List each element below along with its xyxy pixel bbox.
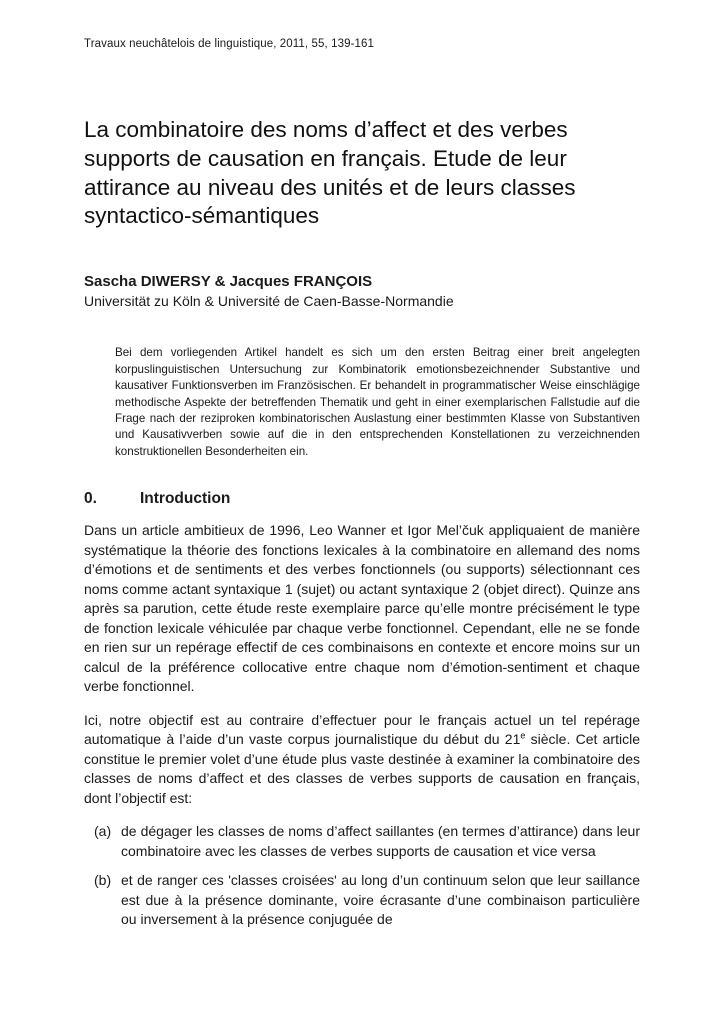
paragraph-2-number: 21 — [504, 731, 521, 748]
paragraph-2-ordinal: e — [520, 730, 526, 741]
journal-header: Travaux neuchâtelois de linguistique, 2011, 55, 139-161 — [84, 38, 375, 50]
authors-line: Sascha DIWERSY & Jacques FRANÇOIS — [84, 273, 373, 291]
abstract-text: Bei dem vorliegenden Artikel handelt es sich um den ersten Beitrag einer breit angelegten korpuslinguistischen Untersuchung zur Kombinatorik emotionsbezeichnender Substantive und kausativer Funktionsverben im Französischen. Er behandelt in programmatischer Weise einschlägige methodische Aspekte der betreffenden Thematik und geht in einer exemplarischen Fallstudie auf die Frage nach der reziproken kombinatorischen Auslastung einer bestimmten Klasse von Substantiven und Kausativverben sowie auf die in den entsprechenden Konstellationen zu verzeichnenden konstruktionellen Besonderheiten ein. — [115, 346, 640, 458]
list-item-b-label: (b) — [94, 872, 112, 889]
paragraph-2-post: siècle. Cet article constitue le premier volet d’une étude plus vaste destinée à examiner la combinatoire des classes de noms d’affect et des classes de verbes supports de causation en français, dont l’objectif est: — [84, 731, 640, 806]
list-item-a-label: (a) — [94, 823, 112, 840]
section-heading — [84, 490, 640, 508]
list-item-b-text: et de ranger ces 'classes croisées' au long d’un continuum selon que leur saillance est due à la présence dominante, voire écrasante d’une combinaison particulière ou inversement à la présence conjuguée de — [121, 872, 640, 928]
list-item-b — [84, 871, 640, 930]
affiliation-line: Universität zu Köln & Université de Caen-Basse-Normandie — [84, 293, 454, 310]
paragraph-introduction-2 — [84, 711, 640, 809]
section-number: 0. — [84, 490, 97, 508]
paper-title: La combinatoire des noms d’affect et des verbes supports de causation en français. Etude de leur attirance au niveau des unités et de leurs classes syntactico-sémantiques — [84, 117, 576, 229]
paragraph-2-pre: Ici, notre objectif est au contraire d’effectuer pour le français actuel un tel repérage automatique à l’aide d’un vaste corpus journalistique du début du — [84, 711, 640, 748]
section-title: Introduction — [140, 490, 231, 508]
list-item-a-text: de dégager les classes de noms d’affect saillantes (en termes d’attirance) dans leur combinatoire avec les classes de verbes supports de causation et vice versa — [121, 823, 640, 859]
list-item-a — [84, 822, 640, 861]
paragraph-introduction-1: Dans un article ambitieux de 1996, Leo Wanner et Igor Mel’čuk appliquaient de manière systématique la théorie des fonctions lexicales à la combinatoire en allemand des noms d’émotions et de sentiments et des verbes fonctionnels (ou supports) sélectionnant ces noms comme actant syntaxique 1 (sujet) ou actant syntaxique 2 (objet direct). Quinze ans après sa parution, cette étude reste exemplaire parce qu’elle montre précisément le type de fonction lexicale véhiculée par chaque verbe fonctionnel. Cependant, elle ne se fonde en rien sur un repérage effectif de ces combinaisons en contexte et encore moins sur un calcul de la préférence collocative entre chaque nom d’émotion-sentiment et chaque verbe fonctionnel. — [84, 522, 640, 695]
